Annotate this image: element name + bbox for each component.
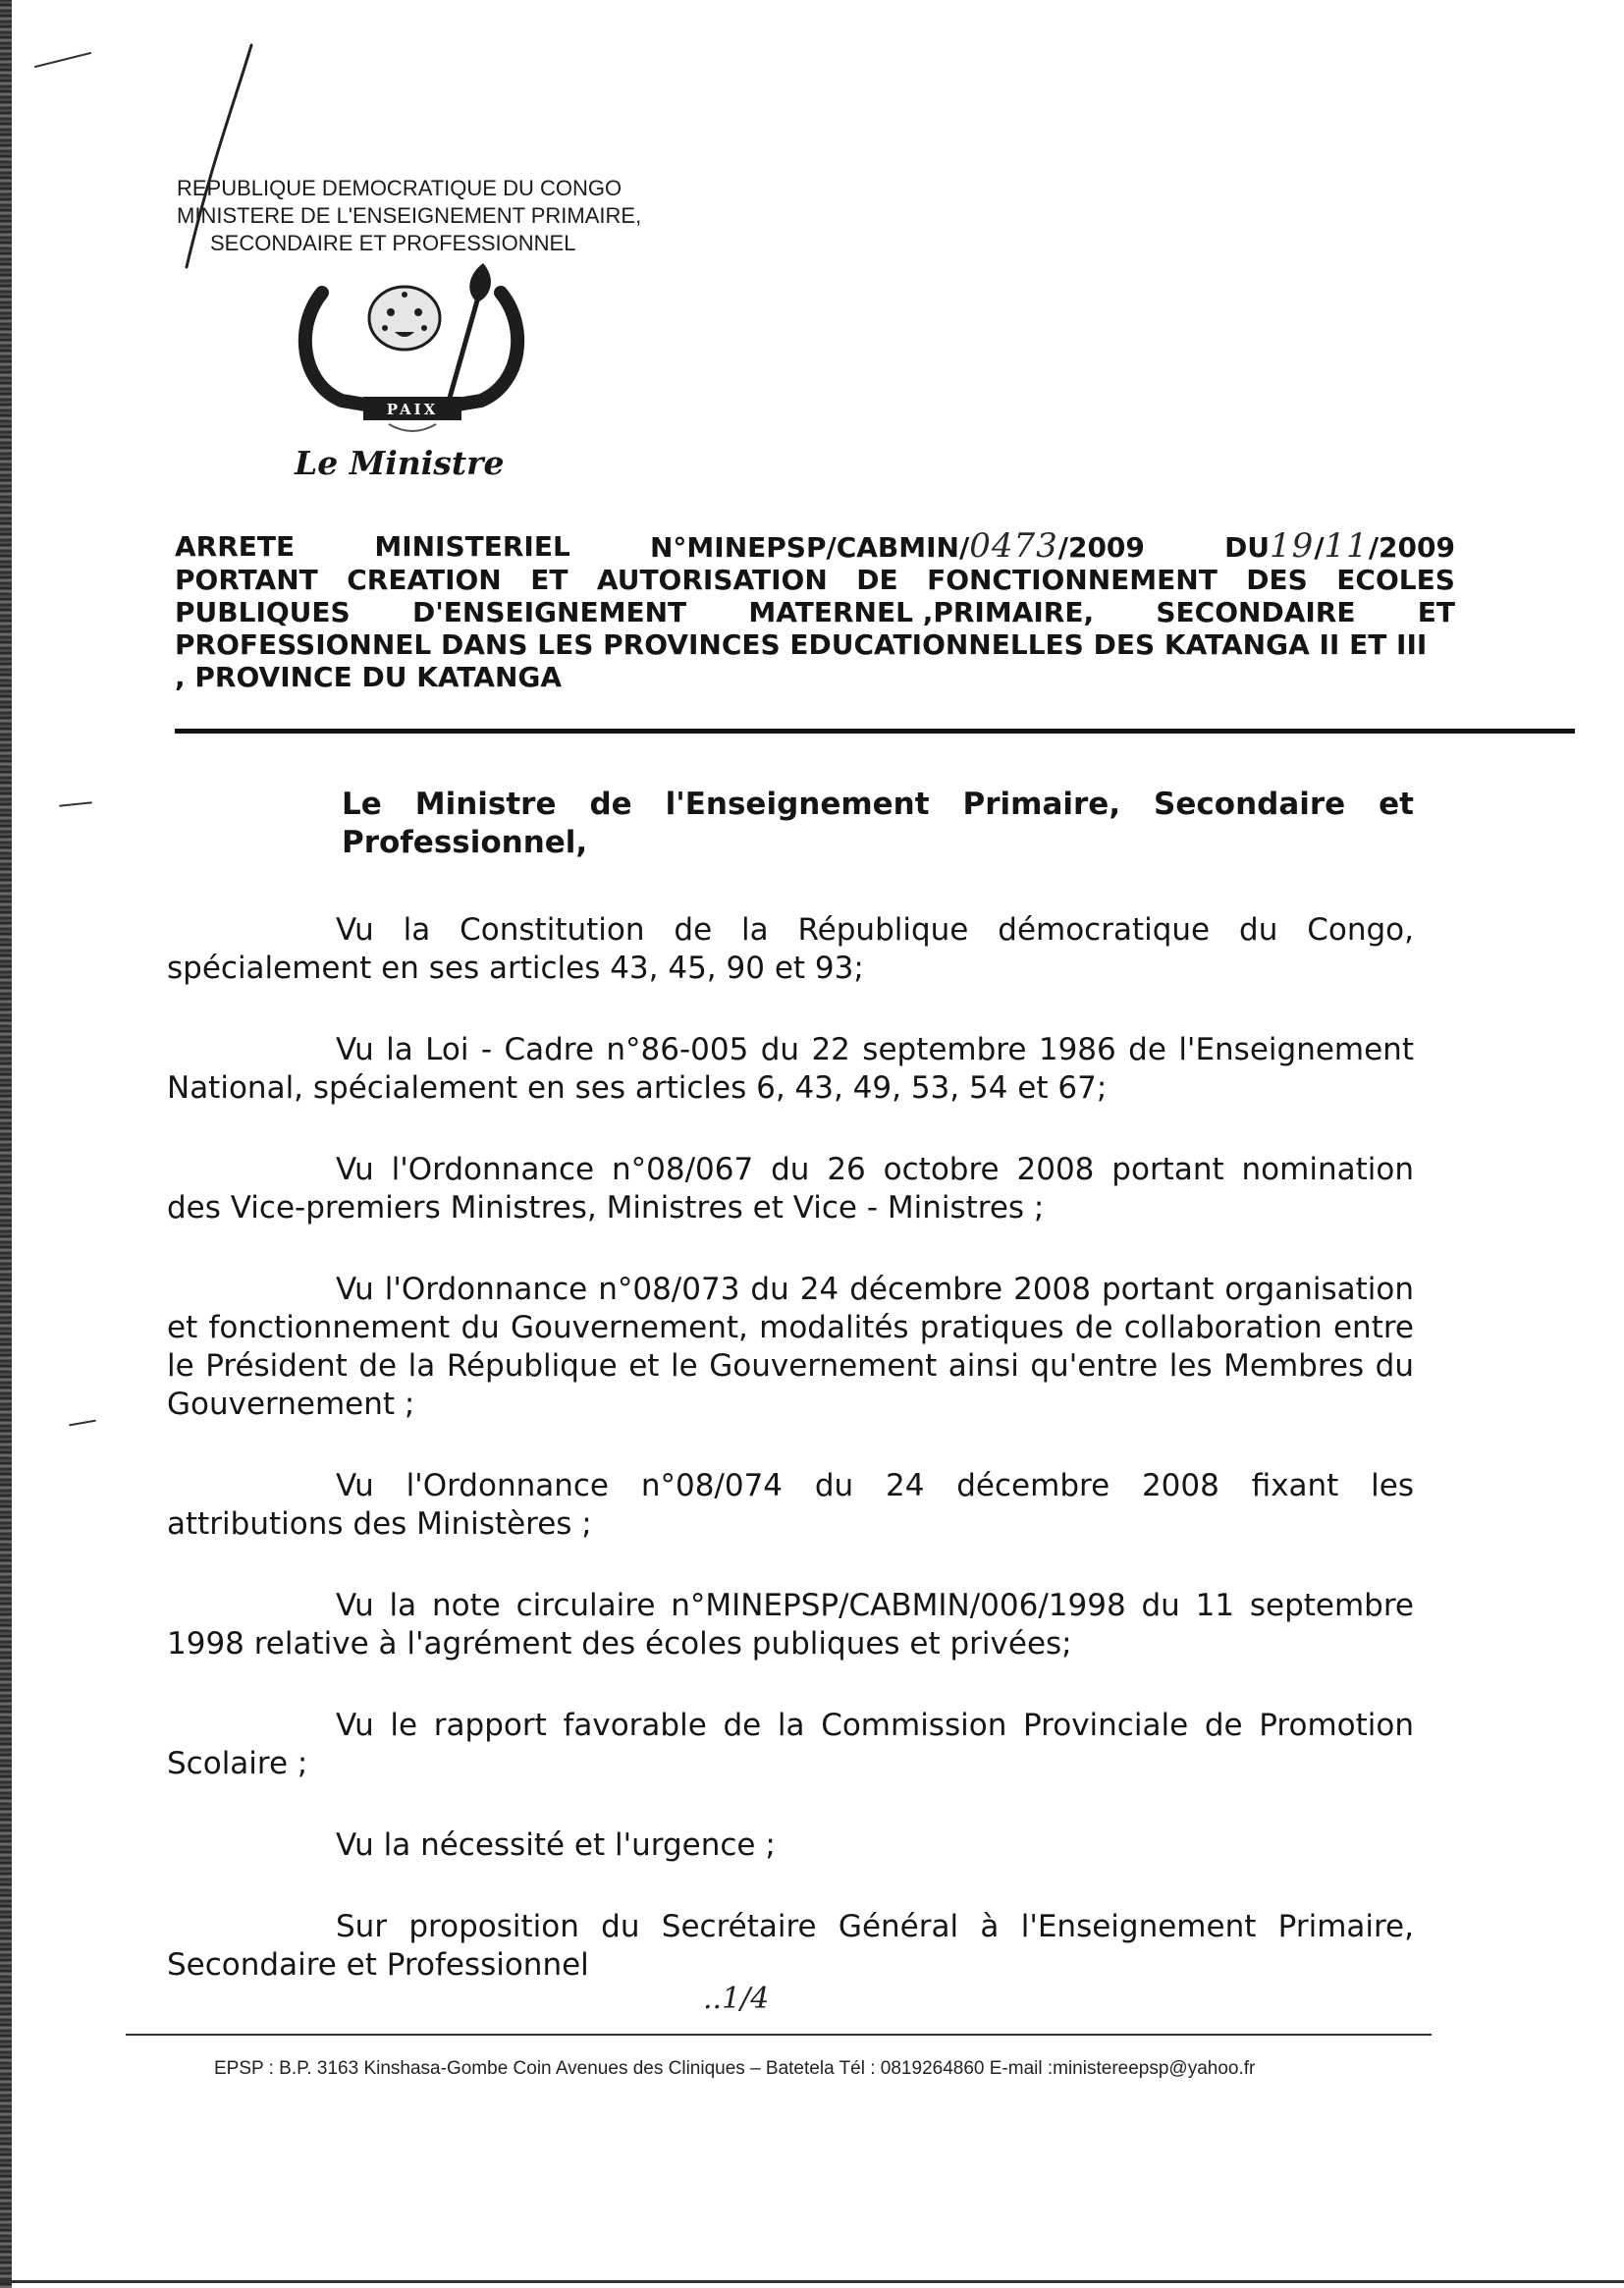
decree-title-line2: [175, 564, 1455, 596]
decree-date-year: /2009: [1368, 531, 1455, 564]
paragraph-first-line: Vu la Loi - Cadre n°86-005 du 22 septembre 1986 de l'Enseignement: [336, 1032, 1414, 1067]
paragraph-first-line: Vu la nécessité et l'urgence ;: [336, 1827, 776, 1863]
paragraph-first-line: Sur proposition du Secrétaire Général à l'Enseignement Primaire,: [336, 1909, 1414, 1944]
date-separator: /: [1314, 531, 1325, 564]
decree-word: ET: [1417, 596, 1455, 628]
emblem-motto: PAIX: [386, 401, 439, 418]
considerant-paragraph: [167, 1707, 1414, 1783]
ministry-name-line2: SECONDAIRE ET PROFESSIONNEL: [210, 231, 576, 255]
decree-word: ECOLES: [1336, 564, 1455, 596]
decree-number-year: /2009: [1057, 531, 1145, 564]
decree-number: [649, 526, 1145, 566]
paragraph-continuation: 1998 relative à l'agrément des écoles publiques et privées;: [167, 1626, 1072, 1662]
paragraph-first-line: Vu l'Ordonnance n°08/074 du 24 décembre 2008 fixant les attributions: [167, 1468, 1414, 1542]
page-number-mark: ..1/4: [703, 1982, 770, 2016]
considerant-paragraph: [167, 1467, 1414, 1544]
handwritten-month: 11: [1324, 526, 1369, 566]
paragraph-first-line: Vu l'Ordonnance n°08/067 du 26 octobre 2008 portant nomination des: [167, 1152, 1414, 1226]
decree-title-line4: [175, 628, 1455, 661]
scan-left-edge: [0, 0, 12, 2288]
decree-word: ET: [530, 564, 568, 596]
decree-date-prefix: DU: [1224, 531, 1271, 564]
decree-number-prefix: N°MINEPSP/CABMIN/: [649, 531, 970, 564]
paragraph-continuation: fonctionnement du Gouvernement, modalités pratiques de collaboration entre le Président de la République et le Gouvernement ainsi qu'entre les Membres du Gouvernement ;: [167, 1310, 1414, 1422]
country-name: REPUBLIQUE DEMOCRATIQUE DU CONGO: [177, 176, 623, 200]
handwritten-decree-number: 0473: [969, 526, 1058, 566]
decree-word: CREATION: [347, 564, 502, 596]
decree-word: FONCTIONNEMENT: [927, 564, 1218, 596]
decree-title-line3: [175, 596, 1455, 628]
decree-word: PORTANT: [175, 564, 318, 596]
title-divider: [175, 729, 1575, 734]
paragraph-continuation: Scolaire ;: [167, 1746, 308, 1781]
decree-title-line1: [175, 526, 1455, 566]
considerant-paragraph: [167, 1151, 1414, 1227]
scan-mark: [59, 801, 92, 807]
considerant-paragraph: [167, 1826, 1414, 1865]
decree-word: D'ENSEIGNEMENT: [411, 596, 687, 628]
paragraph-continuation: des Ministères ;: [352, 1506, 592, 1542]
paragraph-first-line: Vu le rapport favorable de la Commission Provinciale de Promotion: [336, 1708, 1414, 1743]
decree-body: [167, 786, 1414, 2028]
decree-word: DES: [1246, 564, 1308, 596]
signatory-title: Le Ministre: [295, 444, 505, 482]
proposal-paragraph: [167, 1908, 1414, 1985]
decree-word: DE: [856, 564, 898, 596]
footer-address: EPSP : B.P. 3163 Kinshasa-Gombe Coin Avenues des Cliniques – Batetela Tél : 0819264860 E-mail :ministereepsp@yahoo.fr: [214, 2058, 1256, 2079]
decree-line-text: , PROVINCE DU KATANGA: [175, 661, 563, 693]
decree-word: PUBLIQUES: [175, 596, 351, 628]
ministry-name-line1: MINISTERE DE L'ENSEIGNEMENT PRIMAIRE,: [177, 203, 642, 228]
decree-word: ARRETE: [175, 530, 296, 563]
scan-mark: [34, 52, 92, 68]
decree-word: SECONDAIRE: [1156, 596, 1356, 628]
considerant-paragraph: [167, 1271, 1414, 1424]
scan-bottom-edge: [0, 2280, 1624, 2283]
decree-word: AUTORISATION: [596, 564, 828, 596]
paragraph-first-line: Vu la Constitution de la République démocratique du Congo,: [336, 912, 1414, 948]
considerant-paragraph: [167, 1587, 1414, 1663]
decree-line-text: PROFESSIONNEL DANS LES PROVINCES EDUCATIONNELLES DES KATANGA II ET III: [175, 628, 1428, 661]
considerant-paragraph: [167, 1031, 1414, 1108]
decree-title-line5: [175, 661, 1455, 693]
issuing-authority: Le Ministre de l'Enseignement Primaire, Secondaire et Professionnel,: [342, 787, 1414, 860]
paragraph-continuation: spécialement en ses articles 43, 45, 90 et 93;: [167, 951, 864, 986]
decree-word: MATERNEL ,PRIMAIRE,: [748, 596, 1095, 628]
paragraph-continuation: National, spécialement en ses articles 6, 43, 49, 53, 54 et 67;: [167, 1070, 1108, 1106]
decree-word: MINISTERIEL: [374, 530, 570, 563]
footer-divider: [126, 2034, 1432, 2036]
paragraph-continuation: Vice-premiers Ministres, Ministres et Vice - Ministres ;: [230, 1190, 1045, 1226]
paragraph-continuation: Secondaire et Professionnel: [167, 1947, 589, 1983]
handwritten-day: 19: [1270, 526, 1315, 566]
decree-date: [1224, 526, 1455, 566]
decree-title: [175, 526, 1455, 693]
considerant-paragraph: [167, 911, 1414, 988]
paragraph-first-line: Vu la note circulaire n°MINEPSP/CABMIN/006/1998 du 11 septembre: [336, 1588, 1414, 1623]
paragraph-first-line: Vu l'Ordonnance n°08/073 du 24 décembre 2008 portant organisation et: [167, 1272, 1414, 1345]
coat-of-arms-emblem: [283, 257, 540, 444]
scan-mark: [69, 1420, 96, 1427]
letterhead: [177, 175, 727, 257]
